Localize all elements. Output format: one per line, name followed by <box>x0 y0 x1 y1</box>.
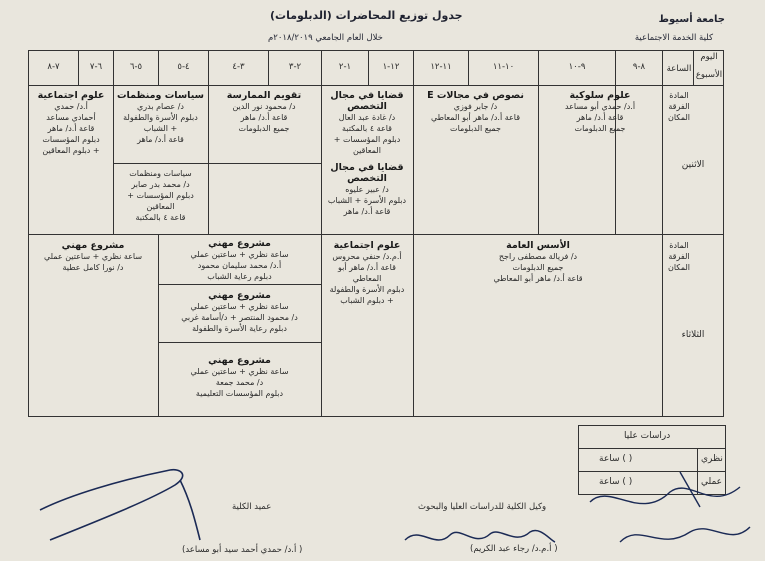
course-cell: علوم اجتماعية أ.م.د/ حنفي محروس قاعة أ.د/ ماهر أبو المعاطي دبلوم الأسرة والطفولة + دبلوم الشباب <box>329 240 405 305</box>
dean-signature <box>30 440 230 550</box>
time-slot-header: ٤-٥ <box>177 62 190 72</box>
course-cell: مشروع مهني ساعة نظري + ساعتين عملي د/ محمود المنتصر + د/أسامة غربي دبلوم رعاية الأسرة والطفولة <box>181 290 298 333</box>
course-cell: سياسات ومنظمات د/ عصام بدري دبلوم الأسرة والطفولة + الشباب قاعة أ.د/ ماهر <box>117 90 204 144</box>
day-tuesday: الثلاثاء <box>681 330 705 340</box>
time-slot-header: ٥-٦ <box>129 62 143 72</box>
faculty-name: كلية الخدمة الاجتماعية <box>634 33 713 43</box>
theory-value: ( ) ساعة <box>599 454 633 464</box>
row-side-labels: المادة الفرقة المكان <box>667 91 690 122</box>
handwritten-notes <box>580 462 760 558</box>
document-title: جدول توزيع المحاضرات (الدبلومات) <box>270 9 463 22</box>
practical-value: ( ) ساعة <box>599 477 633 487</box>
course-cell: الأسس العامة د/ فريالة مصطفى راجح جميع الدبلومات قاعة أ.د/ ماهر أبو المعاطي <box>493 240 583 283</box>
practical-label: عملي <box>701 477 723 487</box>
day-monday: الاثنين <box>681 160 705 170</box>
vice-dean-name: ( أ.م.د/ رجاء عبد الكريم) <box>470 544 558 554</box>
time-slot-header: ٩-١٠ <box>568 62 586 72</box>
time-slot-header: ٣-٤ <box>232 62 245 72</box>
corner-week-label: الأسبوع <box>695 70 723 80</box>
course-cell: مشروع مهني ساعة نظري + ساعتين عملي د/ محمد جمعة دبلوم المؤسسات التعليمية <box>190 355 289 398</box>
dean-title: عميد الكلية <box>232 502 272 512</box>
course-cell: تقويم الممارسة د/ محمود نور الدين قاعة أ.د/ ماهر جميع الدبلومات <box>226 90 302 133</box>
course-cell: نصوص في مجالات E د/ جابر فوزي قاعة أ.د/ ماهر أبو المعاطي جميع الدبلومات <box>427 90 524 133</box>
university-name: جامعة أسيوط <box>658 14 725 25</box>
dean-name: ( أ.د/ حمدي أحمد سيد أبو مساعد) <box>182 545 303 555</box>
timetable-grid <box>28 50 724 417</box>
vice-dean-signature <box>400 520 560 556</box>
corner-hour-label: الساعة <box>666 64 692 74</box>
course-cell: علوم اجتماعية أ.د/ حمدي أحمادي مساعد قاعة أ.د/ ماهر دبلوم المؤسسات + دبلوم المعاقين <box>37 90 105 155</box>
course-cell: مشروع مهني ساعة نظري + ساعتين عملي د/ نورا كامل عطية <box>43 240 143 272</box>
course-cell: سياسات ومنظمات د/ محمد بدر صابر دبلوم المؤسسات + المعاقين قاعة ٤ بالمكتبة <box>127 169 194 222</box>
course-cell: مشروع مهني ساعة نظري + ساعتين عملي أ.د/ محمد سليمان محمود دبلوم رعاية الشباب <box>190 238 289 281</box>
time-slot-header: ١٠-١١ <box>492 62 515 72</box>
theory-label: نظري <box>701 454 723 464</box>
course-cell: علوم سلوكية أ.د/ حمدي أبو مساعد قاعة أ.د/ ماهر جميع الدبلومات <box>564 90 636 133</box>
academic-year: خلال العام الجامعي ٢٠١٨/٢٠١٩م <box>268 33 383 43</box>
time-slot-header: ٧-٨ <box>47 62 60 72</box>
course-cell: قضايا في مجال التخصص د/ عبير عليوه دبلوم الأسرة + الشباب قاعة أ.د/ ماهر <box>327 162 407 216</box>
time-slot-header: ٢-٣ <box>288 62 302 72</box>
time-slot-header: ١١-١٢ <box>430 62 452 72</box>
corner-day-label: اليوم <box>700 52 718 62</box>
vice-dean-title: وكيل الكلية للدراسات العليا والبحوث <box>418 502 547 512</box>
time-slot-header: ٨-٩ <box>632 62 646 72</box>
course-cell: قضايا في مجال التخصص د/ غادة عبد العال قاعة ٤ بالمكتبة دبلوم المؤسسات + المعاقين <box>330 90 404 155</box>
time-slot-header: ١-٢ <box>338 62 352 72</box>
hours-box-title: دراسات عليا <box>624 431 671 441</box>
time-slot-header: ٦-٧ <box>89 62 103 72</box>
time-slot-header: ١٢-١ <box>382 62 400 72</box>
row-side-labels: المادة الفرقة المكان <box>667 241 690 272</box>
